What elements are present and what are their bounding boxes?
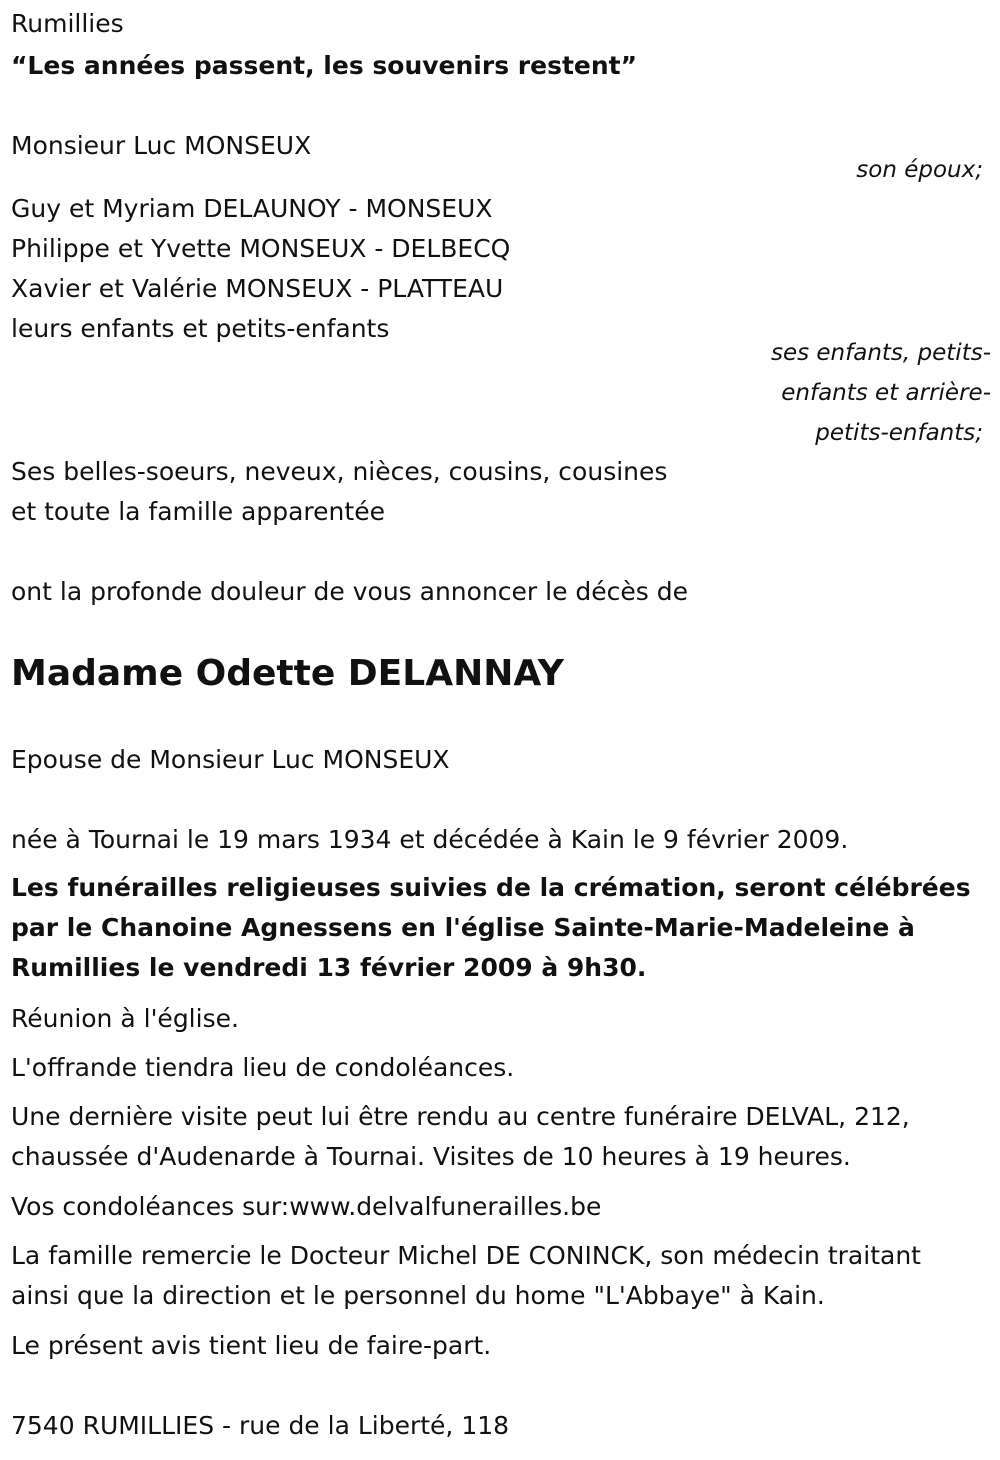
- funeral-line: Rumillies le vendredi 13 février 2009 à 9h30.: [11, 953, 647, 982]
- children-role-line: enfants et arrière-: [781, 380, 991, 406]
- funeral-line: Les funérailles religieuses suivies de la crémation, seront célébrées: [11, 873, 971, 902]
- child-line: leurs enfants et petits-enfants: [11, 314, 390, 343]
- condolences-line: Vos condoléances sur:www.delvalfunerailles.be: [11, 1192, 602, 1221]
- notice-line: Le présent avis tient lieu de faire-part.: [11, 1331, 492, 1360]
- child-line: Guy et Myriam DELAUNOY - MONSEUX: [11, 194, 493, 223]
- children-role-line: petits-enfants;: [815, 420, 983, 446]
- spouse-name: Monsieur Luc MONSEUX: [11, 131, 312, 160]
- child-line: Xavier et Valérie MONSEUX - PLATTEAU: [11, 274, 504, 303]
- offering-line: L'offrande tiendra lieu de condoléances.: [11, 1053, 515, 1082]
- location: Rumillies: [11, 9, 124, 38]
- visit-line: Une dernière visite peut lui être rendu au centre funéraire DELVAL, 212,: [11, 1102, 910, 1131]
- quote: “Les années passent, les souvenirs restent”: [11, 51, 638, 80]
- visit-line: chaussée d'Audenarde à Tournai. Visites de 10 heures à 19 heures.: [11, 1142, 851, 1171]
- child-line: Philippe et Yvette MONSEUX - DELBECQ: [11, 234, 511, 263]
- relatives-line: Ses belles-soeurs, neveux, nièces, cousins, cousines: [11, 457, 668, 486]
- thanks-line: La famille remercie le Docteur Michel DE CONINCK, son médecin traitant: [11, 1241, 921, 1270]
- birth-death-line: née à Tournai le 19 mars 1934 et décédée à Kain le 9 février 2009.: [11, 825, 849, 854]
- spouse-of-line: Epouse de Monsieur Luc MONSEUX: [11, 745, 450, 774]
- thanks-line: ainsi que la direction et le personnel du home "L'Abbaye" à Kain.: [11, 1281, 825, 1310]
- meeting-line: Réunion à l'église.: [11, 1004, 239, 1033]
- deceased-name: Madame Odette DELANNAY: [11, 653, 564, 694]
- address-line: 7540 RUMILLIES - rue de la Liberté, 118: [11, 1411, 510, 1440]
- children-role-line: ses enfants, petits-: [770, 340, 991, 366]
- spouse-role: son époux;: [856, 157, 983, 183]
- funeral-line: par le Chanoine Agnessens en l'église Sainte-Marie-Madeleine à: [11, 913, 915, 942]
- announcement-intro: ont la profonde douleur de vous annoncer le décès de: [11, 577, 689, 606]
- relatives-line: et toute la famille apparentée: [11, 497, 385, 526]
